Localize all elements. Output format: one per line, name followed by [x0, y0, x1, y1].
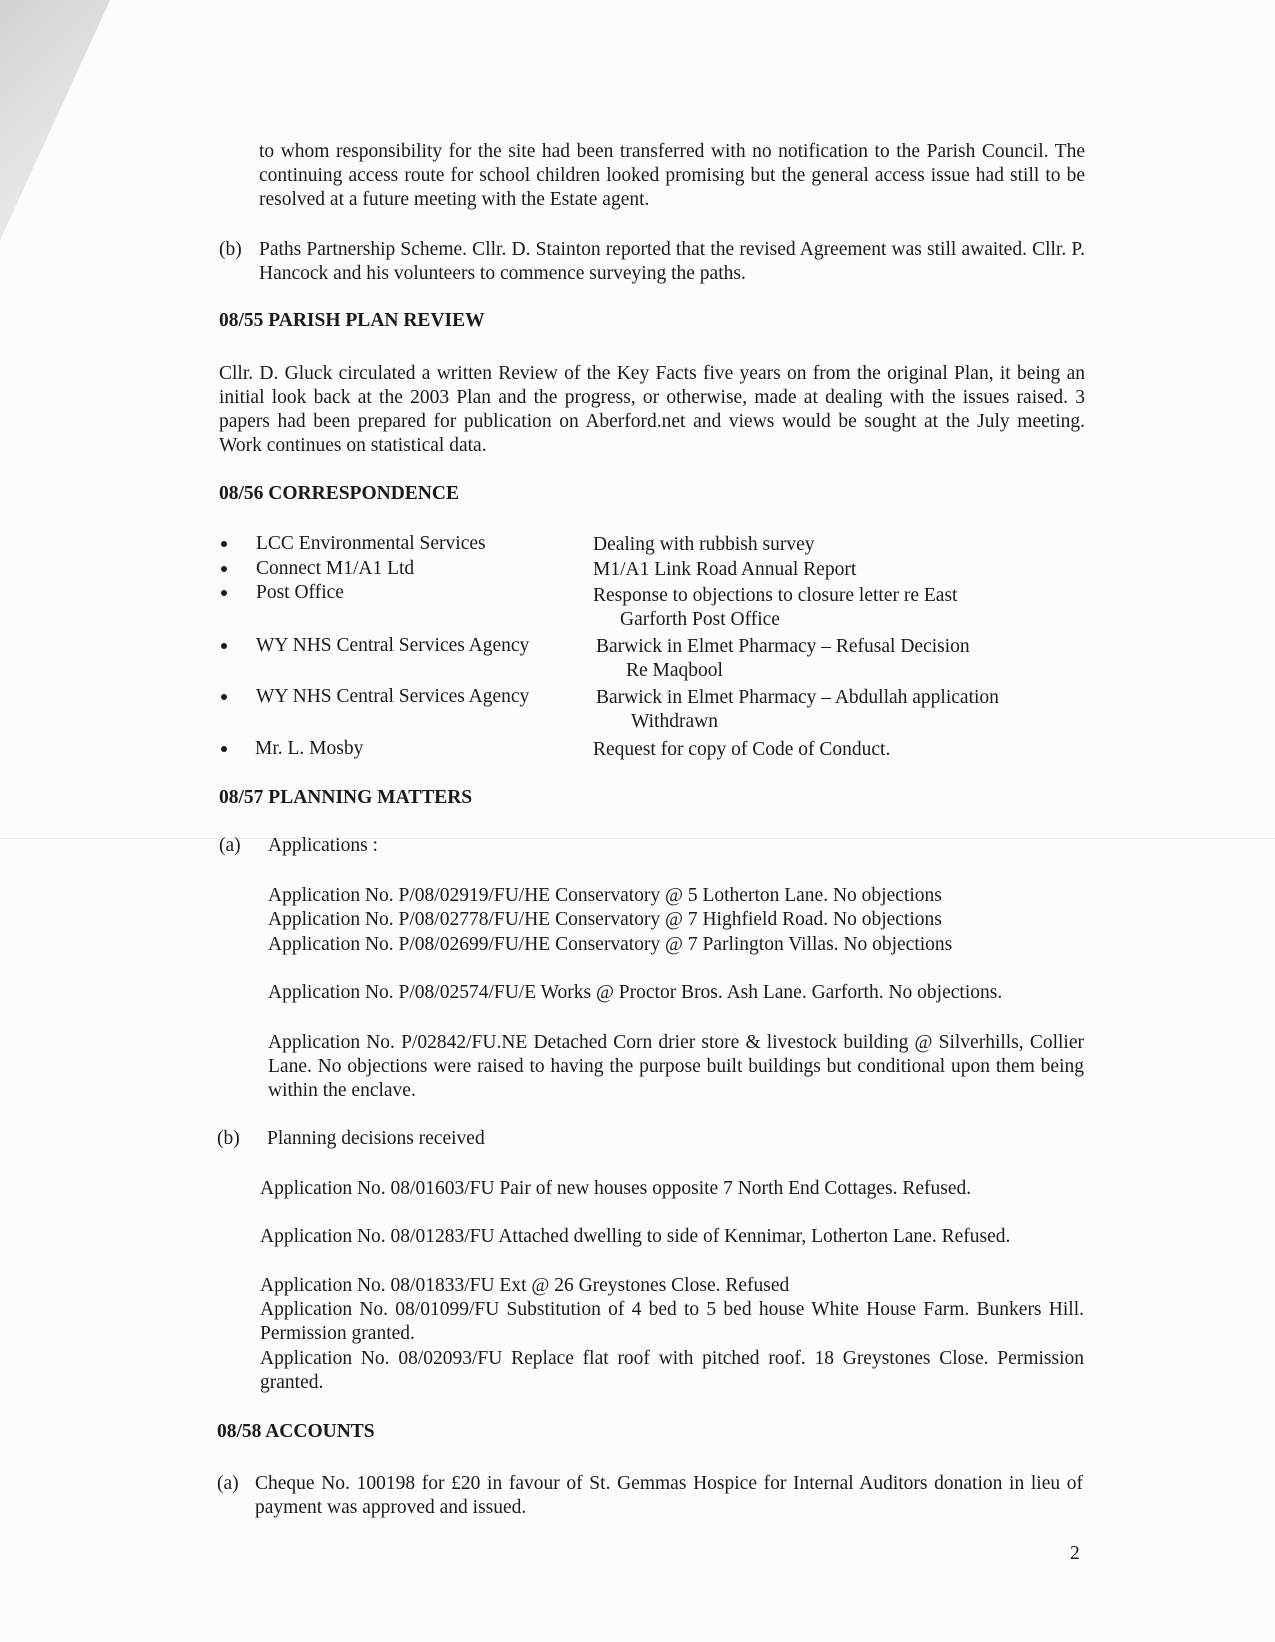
application-entry: Application No. P/08/02699/FU/HE Conservatory @ 7 Parlington Villas. No objections — [268, 934, 953, 955]
correspondence-subject: Request for copy of Code of Conduct. — [593, 739, 891, 760]
decision-entry: Application No. 08/01283/FU Attached dwelling to side of Kennimar, Lotherton Lane. Refused. — [260, 1226, 1011, 1247]
correspondence-from: LCC Environmental Services — [256, 533, 486, 554]
correspondence-from: WY NHS Central Services Agency — [256, 686, 530, 707]
bullet-icon — [221, 590, 227, 596]
bullet-icon — [221, 694, 227, 700]
bullet-icon — [221, 566, 227, 572]
correspondence-subject-cont: Re Maqbool — [626, 660, 723, 681]
correspondence-subject: Response to objections to closure letter re East — [593, 585, 958, 606]
correspondence-subject: Dealing with rubbish survey — [593, 534, 815, 555]
page-number: 2 — [1070, 1543, 1080, 1564]
section-heading-parish-plan-review: 08/55 PARISH PLAN REVIEW — [219, 310, 485, 331]
section-heading-correspondence: 08/56 CORRESPONDENCE — [219, 483, 459, 504]
decision-entry: Application No. 08/02093/FU Replace flat roof with pitched roof. 18 Greystones Close. Permission granted. — [260, 1348, 1084, 1393]
correspondence-subject-cont: Garforth Post Office — [620, 609, 780, 630]
bullet-icon — [221, 541, 227, 547]
correspondence-subject: Barwick in Elmet Pharmacy – Refusal Decision — [596, 636, 970, 657]
application-entry: Application No. P/08/02778/FU/HE Conservatory @ 7 Highfield Road. No objections — [268, 909, 942, 930]
decisions-title: Planning decisions received — [267, 1128, 485, 1149]
correspondence-from: Post Office — [256, 582, 344, 603]
item-a-label: (a) — [217, 1473, 239, 1494]
correspondence-from: WY NHS Central Services Agency — [256, 635, 530, 656]
correspondence-subject: M1/A1 Link Road Annual Report — [593, 559, 857, 580]
correspondence-from: Connect M1/A1 Ltd — [256, 558, 415, 579]
continuation-paragraph: to whom responsibility for the site had been transferred with no notification to the Parish Council. The continuing access route for school children looked promising but the general access issue had still to be resolved at a future meeting with the Estate agent. — [259, 141, 1085, 210]
cheque-paragraph: Cheque No. 100198 for £20 in favour of St. Gemmas Hospice for Internal Auditors donation in lieu of payment was approved and issued. — [255, 1473, 1083, 1518]
item-b-label: (b) — [219, 239, 242, 260]
bullet-icon — [221, 746, 227, 752]
decision-entry: Application No. 08/01099/FU Substitution of 4 bed to 5 bed house White House Farm. Bunkers Hill. Permission granted. — [260, 1299, 1084, 1344]
application-entry: Application No. P/08/02919/FU/HE Conservatory @ 5 Lotherton Lane. No objections — [268, 885, 942, 906]
application-entry: Application No. P/08/02574/FU/E Works @ Proctor Bros. Ash Lane. Garforth. No objections. — [268, 982, 1003, 1003]
bullet-icon — [221, 643, 227, 649]
correspondence-subject-cont: Withdrawn — [631, 711, 718, 732]
correspondence-subject: Barwick in Elmet Pharmacy – Abdullah application — [596, 687, 999, 708]
item-b-label: (b) — [217, 1128, 240, 1149]
item-a-label: (a) — [219, 835, 241, 856]
application-entry: Application No. P/02842/FU.NE Detached Corn drier store & livestock building @ Silverhills, Collier Lane. No objections were raised to having the purpose built buildings but conditional upon them being within the enclave. — [268, 1032, 1084, 1101]
section-heading-planning-matters: 08/57 PLANNING MATTERS — [219, 787, 473, 808]
correspondence-from: Mr. L. Mosby — [255, 738, 364, 759]
decision-entry: Application No. 08/01833/FU Ext @ 26 Greystones Close. Refused — [260, 1275, 790, 1296]
section-heading-accounts: 08/58 ACCOUNTS — [217, 1421, 375, 1442]
paths-partnership-paragraph: Paths Partnership Scheme. Cllr. D. Stainton reported that the revised Agreement was still awaited. Cllr. P. Hancock and his volunteers to commence surveying the paths. — [259, 239, 1085, 284]
parish-plan-review-paragraph: Cllr. D. Gluck circulated a written Review of the Key Facts five years on from the original Plan, it being an initial look back at the 2003 Plan and the progress, or otherwise, made at dealing with the issues raised. 3 papers had been prepared for publication on Aberford.net and views would be sought at the July meeting. Work continues on statistical data. — [219, 363, 1085, 456]
applications-title: Applications : — [268, 835, 378, 856]
decision-entry: Application No. 08/01603/FU Pair of new houses opposite 7 North End Cottages. Refused. — [260, 1178, 972, 1199]
